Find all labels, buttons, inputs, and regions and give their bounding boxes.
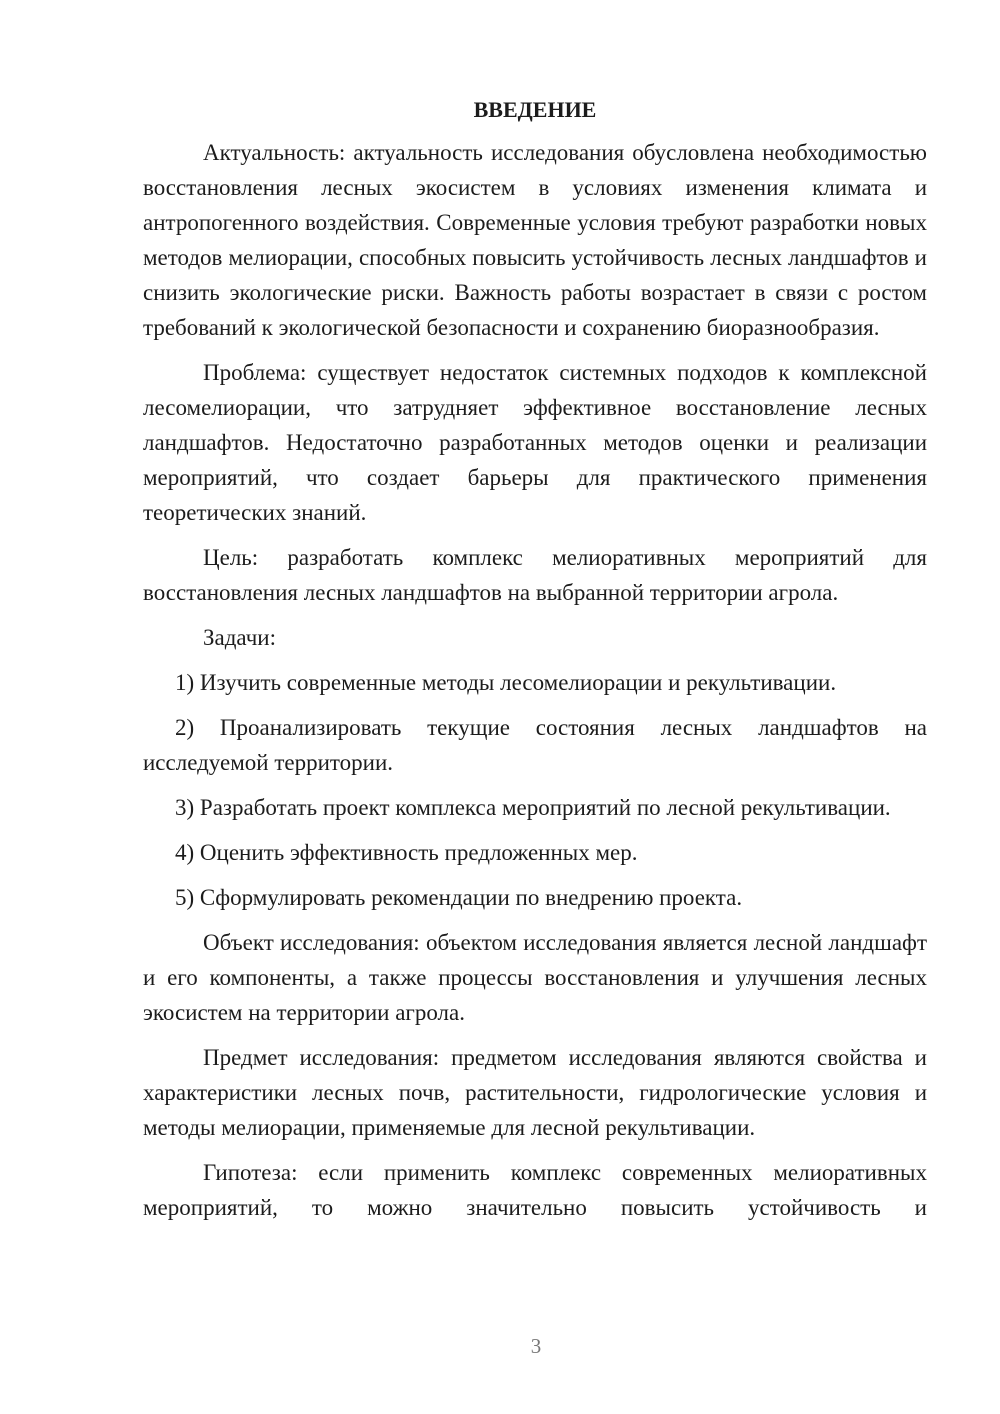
task-item-2: 2) Проанализировать текущие состояния лесных ландшафтов на исследуемой территории. — [143, 715, 927, 775]
task-item-5: 5) Сформулировать рекомендации по внедрению проекта. — [175, 885, 743, 910]
relevance-paragraph: Актуальность: актуальность исследования обусловлена необходимостью восстановления лесных экосистем в условиях изменения климата и антропогенного воздействия. Современные условия требуют разработки новых методов мелиорации, способных повысить устойчивость лесных ландшафтов и снизить экологические риски. Важность работы возрастает в связи с ростом требований к экологической безопасности и сохранению биоразнообразия. — [143, 140, 927, 340]
page-title: ВВЕДЕНИЕ — [473, 97, 597, 122]
task-item-3: 3) Разработать проект комплекса мероприятий по лесной рекультивации. — [175, 795, 891, 820]
subject-paragraph: Предмет исследования: предметом исследования являются свойства и характеристики лесных почв, растительности, гидрологические условия и методы мелиорации, применяемые для лесной рекультивации. — [143, 1045, 927, 1140]
task-item-1: 1) Изучить современные методы лесомелиорации и рекультивации. — [175, 670, 837, 695]
page-content — [143, 92, 927, 1235]
task-item-4: 4) Оценить эффективность предложенных мер. — [175, 840, 638, 865]
goal-paragraph: Цель: разработать комплекс мелиоративных мероприятий для восстановления лесных ландшафтов на выбранной территории агрола. — [143, 545, 927, 605]
object-paragraph: Объект исследования: объектом исследования является лесной ландшафт и его компоненты, а также процессы восстановления и улучшения лесных экосистем на территории агрола. — [143, 930, 927, 1025]
hypothesis-paragraph: Гипотеза: если применить комплекс современных мелиоративных мероприятий, то можно значительно повысить устойчивость и — [143, 1160, 927, 1220]
problem-paragraph: Проблема: существует недостаток системных подходов к комплексной лесомелиорации, что затрудняет эффективное восстановление лесных ландшафтов. Недостаточно разработанных методов оценки и реализации мероприятий, что создает барьеры для практического применения теоретических знаний. — [143, 360, 927, 525]
tasks-heading: Задачи: — [203, 625, 276, 650]
page-number: 3 — [530, 1334, 542, 1358]
